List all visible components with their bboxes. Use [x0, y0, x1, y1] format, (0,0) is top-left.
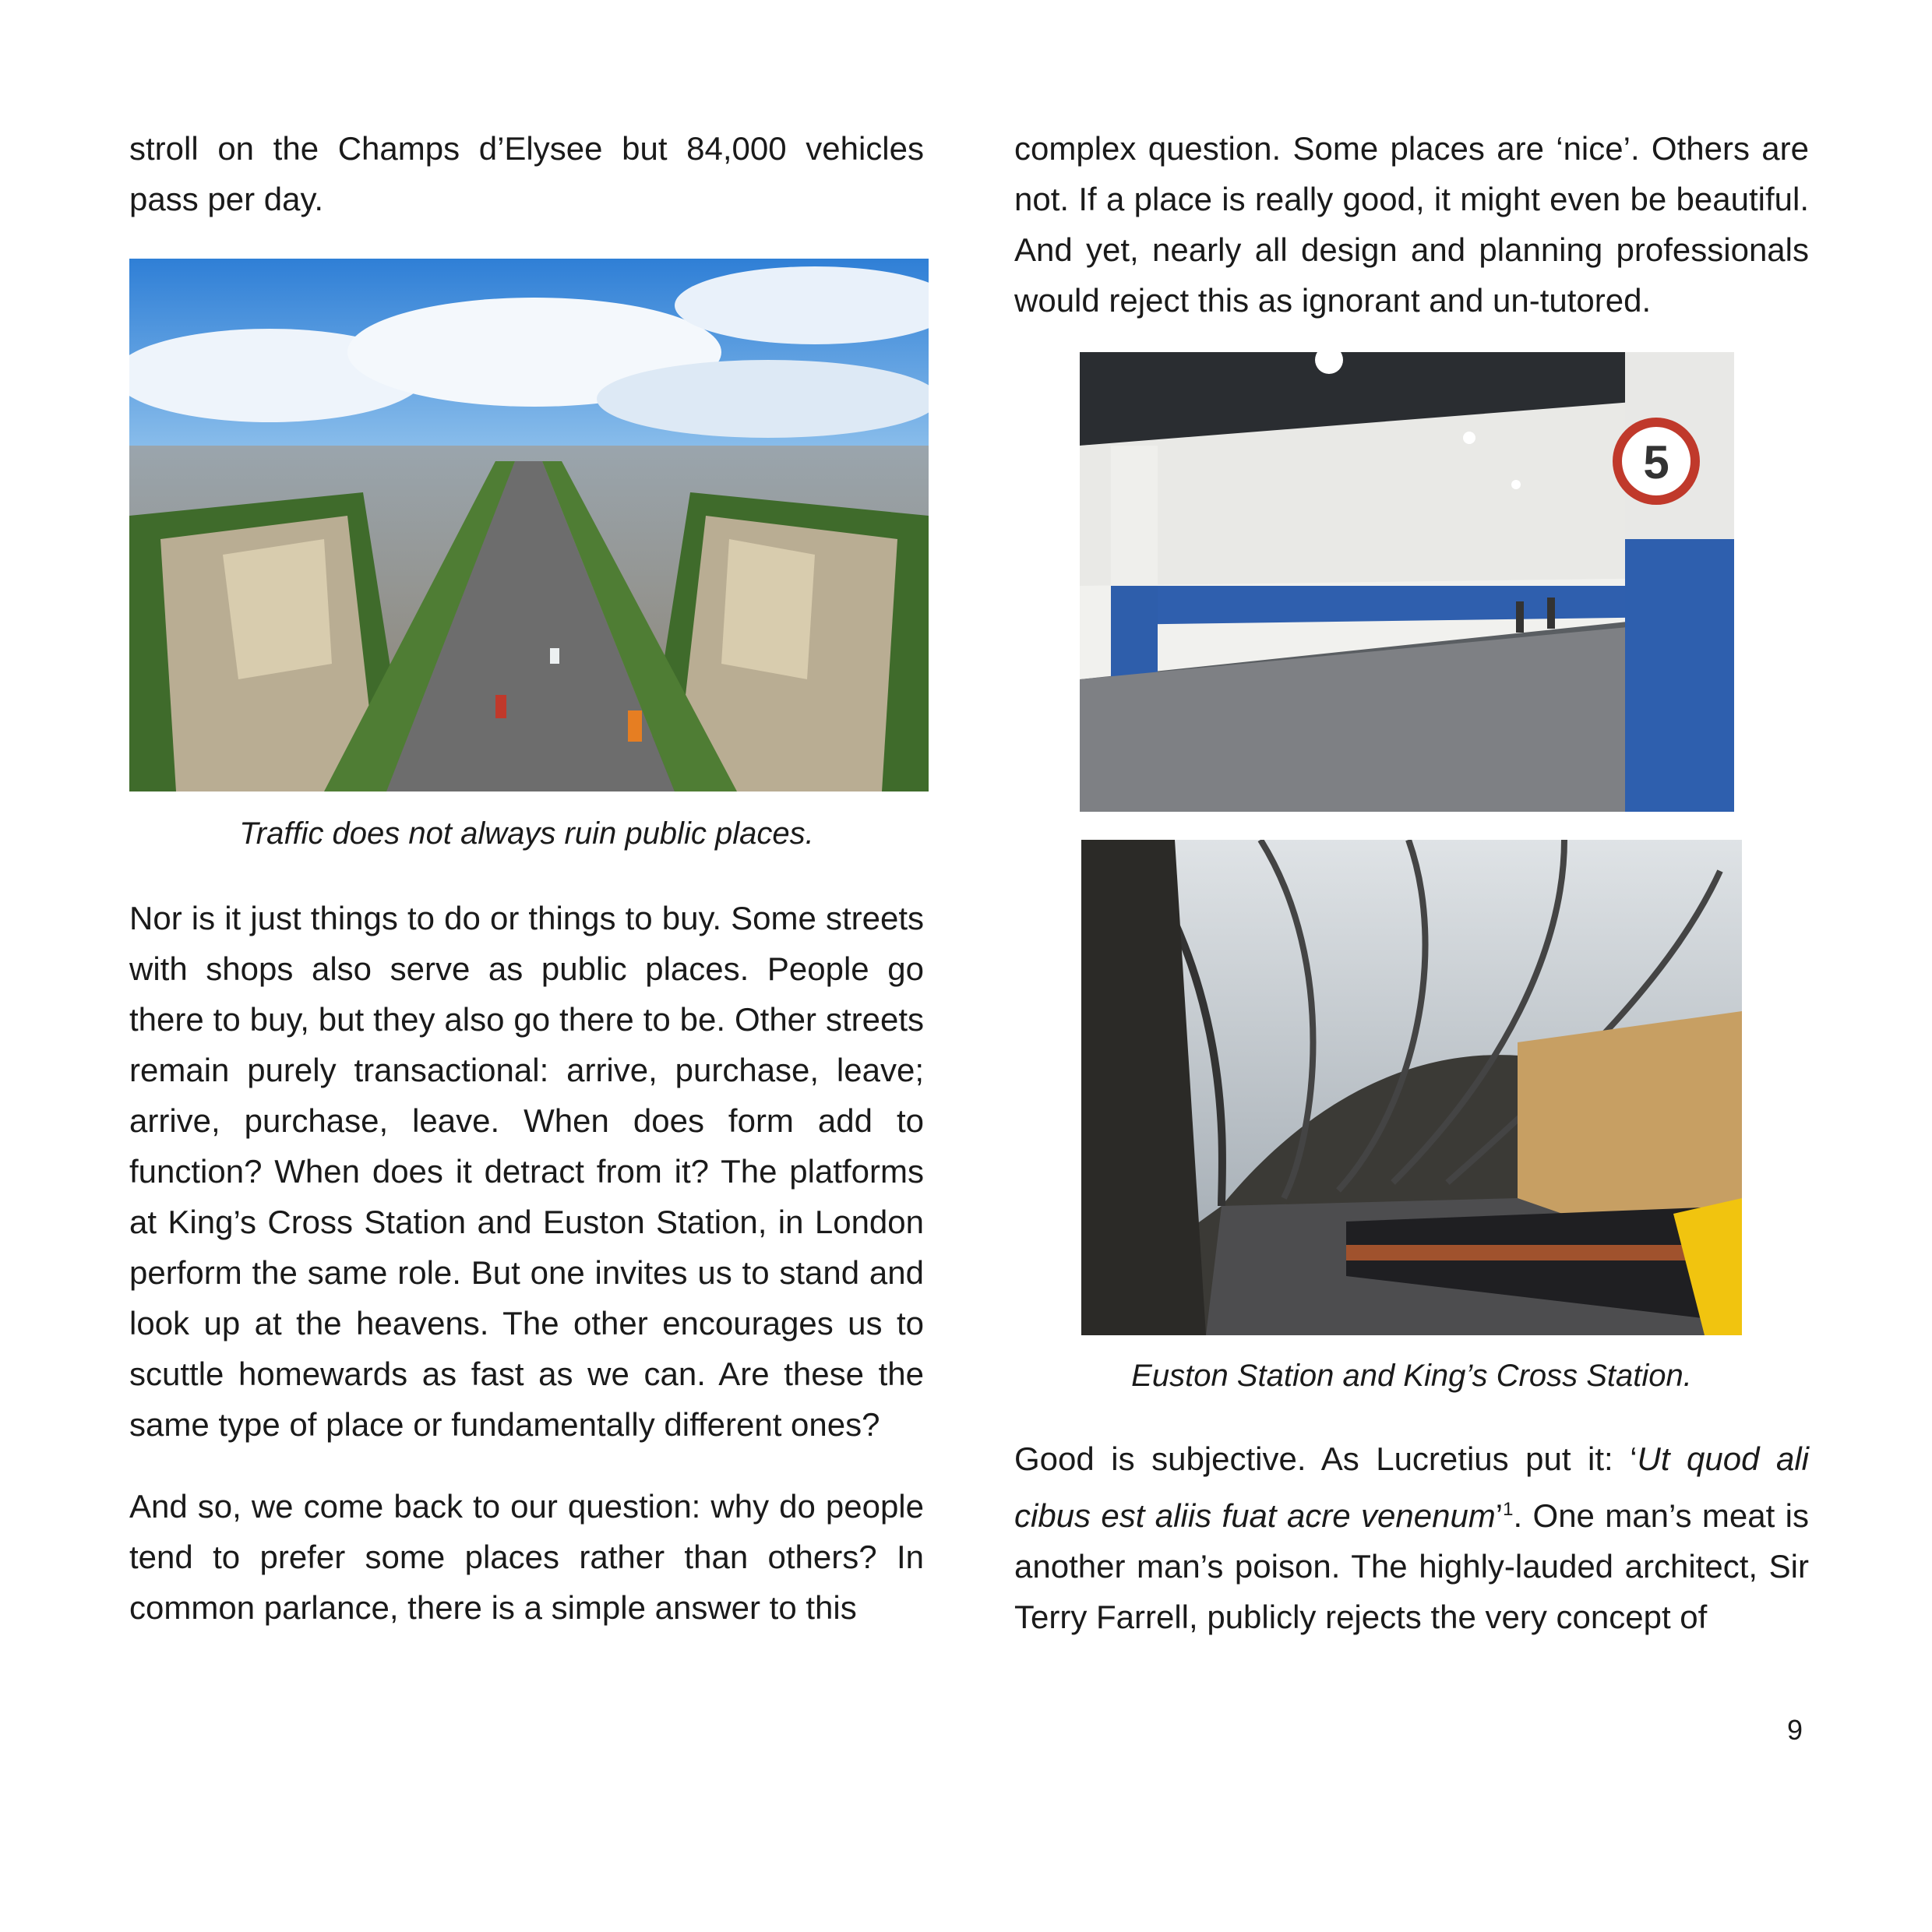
lucretius-intro: Good is subjective. As Lucretius put it: ‘ — [1014, 1440, 1638, 1477]
platform-sign-number: 5 — [1643, 436, 1669, 488]
paragraph-lucretius — [1014, 1433, 1809, 1642]
right-column-caption — [1014, 1352, 1809, 1399]
paragraph-question: And so, we come back to our question: why do people tend to prefer some places rather than others? In common parlance, there is a simple answer to this — [129, 1488, 924, 1626]
paragraph-forms-functions: Nor is it just things to do or things to buy. Some streets with shops also serve as public places. People go there to buy, but they also go there to be. Other streets remain purely transactional: arrive, purchase, leave; arrive, purchase, leave. When does form add to function? When does it detract from it? The platforms at King’s Cross Station and Euston Station, in London perform the same role. But one invites us to stand and look up at the heavens. The other encourages us to scuttle homewards as fast as we can. Are these the same type of place or fundamentally different ones? — [129, 900, 924, 1443]
intro-paragraph: stroll on the Champs d’Elysee but 84,000 vehicles pass per day. — [129, 130, 924, 217]
kings-cross-station-photo — [1081, 840, 1742, 1335]
latin-quote: Ut quod ali cibus est aliis fuat acre venenum — [1014, 1440, 1809, 1534]
left-column-caption — [129, 810, 924, 857]
lucretius-rest: . One man’s meat is another man’s poison. The highly-lauded architect, Sir Terry Farrell, publicly rejects the very concept of — [1014, 1497, 1809, 1635]
left-column — [129, 123, 924, 224]
image1-caption: Traffic does not always ruin public places. — [239, 816, 814, 851]
champs-elysees-photo — [129, 259, 929, 791]
page-number: 9 — [1786, 1714, 1803, 1746]
right-column-body — [1014, 1433, 1809, 1642]
left-column-body — [129, 893, 924, 1633]
right-intro-paragraph: complex question. Some places are ‘nice’. Others are not. If a place is really good, it might even be beautiful. And yet, nearly all design and planning professionals would reject this as ignorant and un-tutored. — [1014, 130, 1809, 319]
right-column — [1014, 123, 1809, 326]
stations-caption: Euston Station and King’s Cross Station. — [1131, 1359, 1692, 1393]
euston-station-photo — [1080, 352, 1734, 812]
quote-close: ’ — [1495, 1497, 1504, 1534]
footnote-ref[interactable]: 1 — [1503, 1499, 1514, 1520]
